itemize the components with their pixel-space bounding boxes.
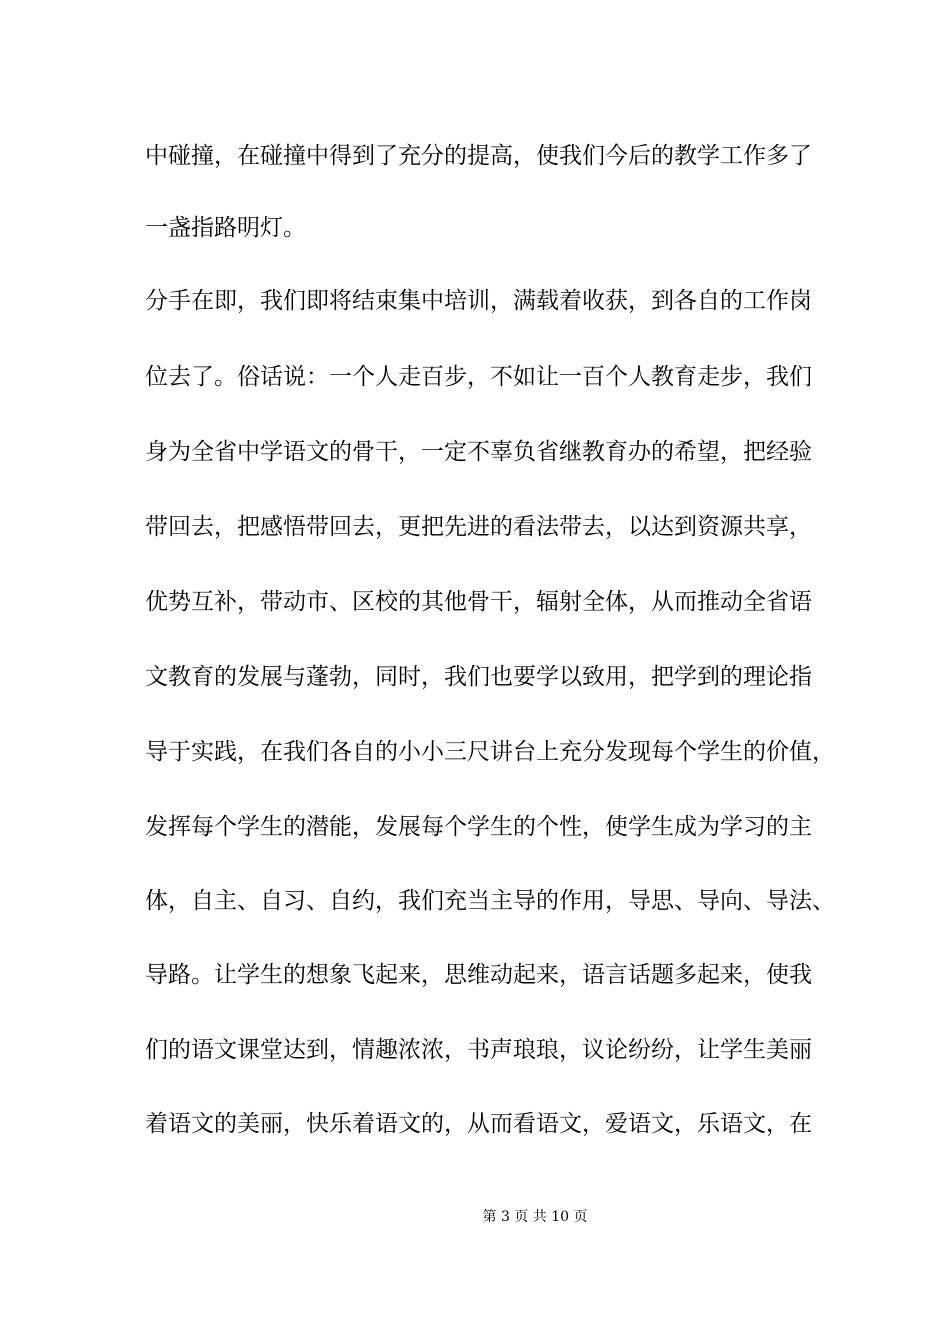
text-line: 带回去，把感悟带回去，更把先进的看法带去，以达到资源共享，: [145, 514, 812, 540]
text-line: 体，自主、自习、自约，我们充当主导的作用，导思、导向、导法、: [145, 888, 835, 914]
text-line: 身为全省中学语文的骨干，一定不辜负省继教育办的希望，把经验: [145, 439, 812, 465]
text-line: 导于实践，在我们各自的小小三尺讲台上充分发现每个学生的价值，: [145, 739, 835, 765]
text-line: 着语文的美丽，快乐着语文的，从而看语文，爱语文，乐语文，在: [145, 1111, 812, 1137]
text-line: 分手在即，我们即将结束集中培训，满载着收获，到各自的工作岗: [145, 288, 812, 314]
text-line: 导路。让学生的想象飞起来，思维动起来，语言话题多起来，使我: [145, 962, 812, 988]
text-line: 中碰撞，在碰撞中得到了充分的提高，使我们今后的教学工作多了: [145, 143, 812, 169]
page-number-footer: 第 3 页 共 10 页: [482, 1209, 588, 1225]
text-line: 位去了。俗话说：一个人走百步，不如让一百个人教育走步，我们: [145, 364, 812, 390]
text-line: 们的语文课堂达到，情趣浓浓，书声琅琅，议论纷纷，让学生美丽: [145, 1037, 812, 1063]
text-line: 优势互补，带动市、区校的其他骨干，辐射全体，从而推动全省语: [145, 589, 812, 615]
text-line: 文教育的发展与蓬勃，同时，我们也要学以致用，把学到的理论指: [145, 664, 812, 690]
text-line: 发挥每个学生的潜能，发展每个学生的个性，使学生成为学习的主: [145, 814, 812, 840]
text-line: 一盏指路明灯。: [145, 215, 306, 241]
